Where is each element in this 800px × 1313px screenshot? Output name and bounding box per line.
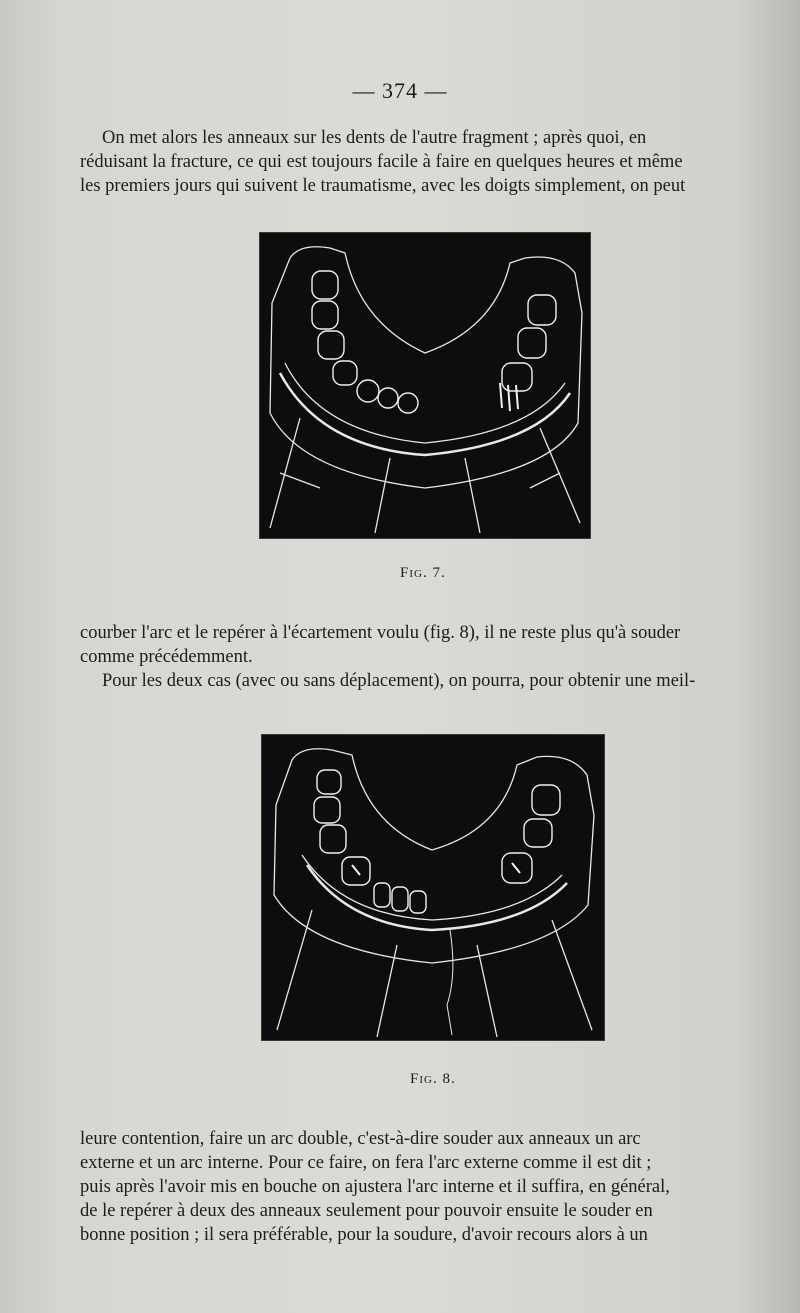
text-line: leure contention, faire un arc double, c'est-à-dire souder aux anneaux un arc	[80, 1129, 641, 1149]
figure-8-image	[262, 735, 604, 1040]
figure-7-image	[260, 233, 590, 538]
figure-8-caption: Fig. 8.	[410, 1071, 456, 1087]
figure-7-caption: Fig. 7.	[400, 565, 446, 581]
text-line: puis après l'avoir mis en bouche on ajustera l'arc interne et il suffira, en général,	[80, 1177, 670, 1197]
text-line: de le repérer à deux des anneaux seulement pour pouvoir ensuite le souder en	[80, 1201, 653, 1221]
dental-arch-icon	[260, 233, 590, 538]
dental-arch-fracture-icon	[262, 735, 604, 1040]
text-line: Pour les deux cas (avec ou sans déplacement), on pourra, pour obtenir une meil-	[102, 671, 696, 691]
paragraph-2	[80, 621, 764, 693]
text-line: bonne position ; il sera préférable, pour la soudure, d'avoir recours alors à un	[80, 1225, 648, 1245]
text-line: les premiers jours qui suivent le traumatisme, avec les doigts simplement, on peut	[80, 176, 686, 196]
text-line: comme précédemment.	[80, 647, 253, 667]
text-line: On met alors les anneaux sur les dents de l'autre fragment ; après quoi, en	[102, 128, 647, 148]
paragraph-1	[80, 126, 764, 198]
text-line: externe et un arc interne. Pour ce faire, on fera l'arc externe comme il est dit ;	[80, 1153, 652, 1173]
page-number: — 374 —	[352, 78, 448, 103]
paragraph-3	[80, 1127, 764, 1247]
text-line: réduisant la fracture, ce qui est toujours facile à faire en quelques heures et même	[80, 152, 683, 172]
text-line: courber l'arc et le repérer à l'écartement voulu (fig. 8), il ne reste plus qu'à souder	[80, 623, 681, 643]
